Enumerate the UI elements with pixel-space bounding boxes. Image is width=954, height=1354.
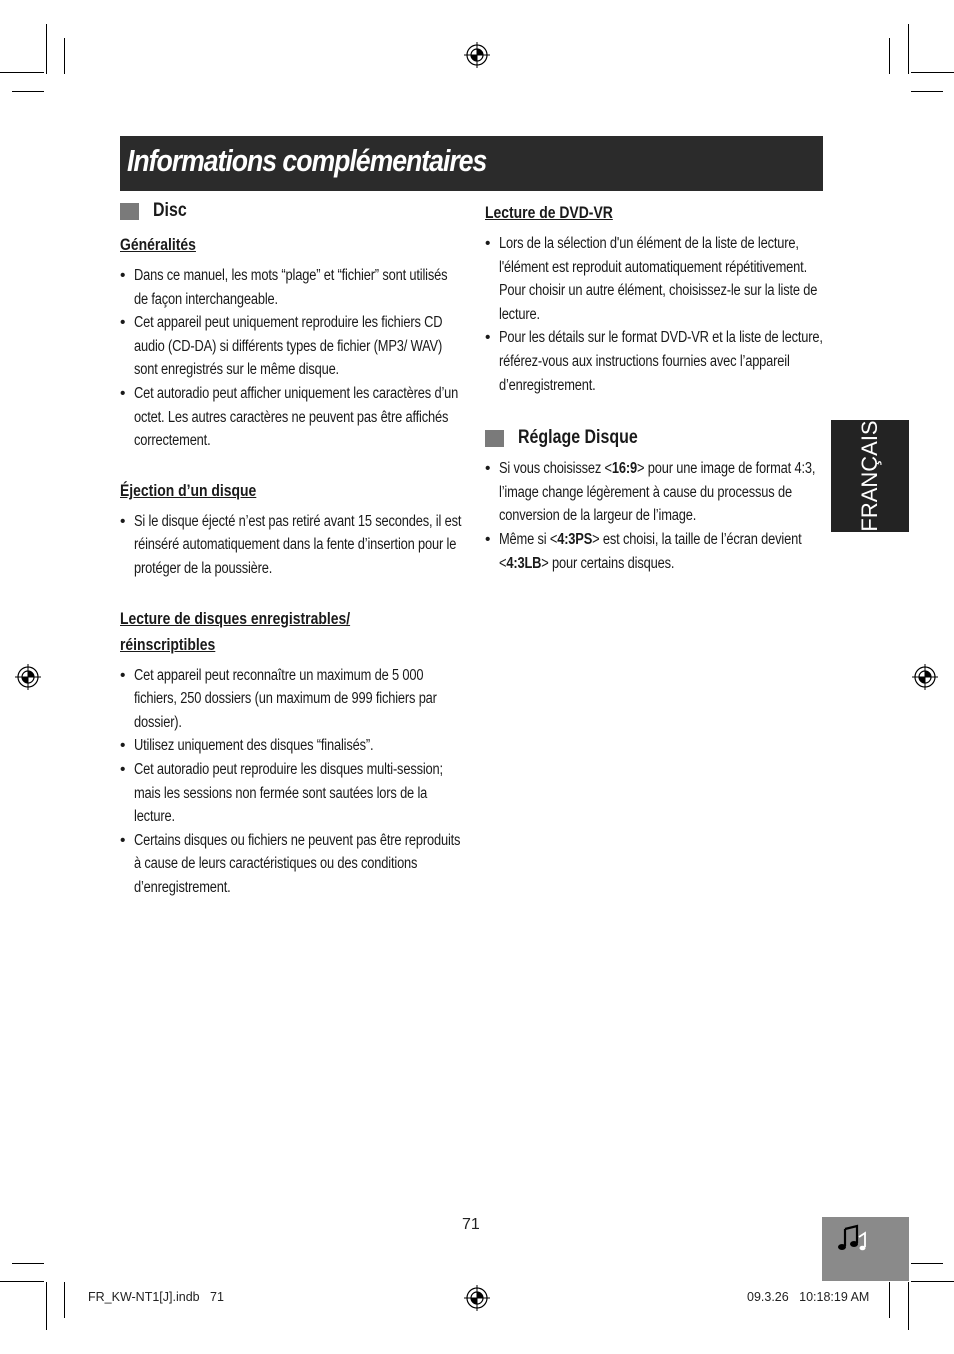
list-item: • Cet autoradio peut reproduire les disques multi-session; mais les sessions non fermée sont sautées lors de la lecture.: [120, 758, 465, 829]
crop-mark: [911, 91, 943, 92]
bullet-list: [485, 457, 825, 575]
block-generalites: [120, 232, 465, 453]
crop-mark: [908, 24, 909, 74]
crop-mark: [12, 91, 44, 92]
crop-mark: [889, 38, 890, 74]
bullet-list: [485, 232, 825, 397]
block-dvdvr: [485, 200, 825, 397]
crop-mark: [908, 1282, 909, 1330]
crop-mark: [911, 1281, 954, 1282]
footer-file-info: FR_KW-NT1[J].indb 71: [88, 1290, 224, 1304]
music-section-badge: [822, 1217, 909, 1281]
crop-mark: [889, 1282, 890, 1318]
footer-timestamp: 09.3.26 10:18:19 AM: [747, 1290, 870, 1304]
right-column: [485, 200, 825, 575]
left-column: [120, 200, 465, 899]
section-square-icon: [120, 203, 139, 220]
bullet-list: [120, 664, 465, 900]
list-item: • Cet appareil peut reconnaître un maximum de 5 000 fichiers, 250 dossiers (un maximum de 999 fichiers par dossier).: [120, 664, 465, 735]
language-label: FRANÇAIS: [857, 420, 882, 532]
crop-mark: [0, 72, 44, 73]
block-enregistrables: [120, 606, 465, 900]
list-item: • Lors de la sélection d'un élément de la liste de lecture, l'élément est reproduit automatiquement répétitivement. Pour choisir un autre élément, choisissez-le sur la liste de lecture.: [485, 232, 825, 326]
subheading: Généralités: [120, 235, 196, 254]
page-number: 71: [462, 1216, 480, 1233]
subheading: Lecture de disques enregistrables/: [120, 608, 351, 628]
crop-mark: [64, 38, 65, 74]
section-header-disc: [120, 200, 465, 228]
registration-mark-icon: [15, 664, 41, 690]
bullet-list: [120, 264, 465, 453]
section-square-icon: [485, 430, 504, 447]
crop-mark: [0, 1281, 44, 1282]
list-item: • Cet appareil peut uniquement reproduire les fichiers CD audio (CD-DA) si différents types de fichier (MP3/ WAV) sont enregistrés sur le même disque.: [120, 311, 465, 382]
crop-mark: [911, 1263, 943, 1264]
list-item: • Pour les détails sur le format DVD-VR et la liste de lecture, référez-vous aux instructions fournies avec l’appareil d’enregistrement.: [485, 326, 825, 397]
subheading: Éjection d’un disque: [120, 480, 257, 500]
crop-mark: [46, 1282, 47, 1330]
block-reglage: [485, 427, 825, 575]
section-title: Disc: [153, 200, 187, 221]
list-item: • Cet autoradio peut afficher uniquement les caractères d’un octet. Les autres caractères ne peuvent pas être affichés correctement.: [120, 382, 465, 453]
list-item: • Si vous choisissez <16:9> pour une image de format 4:3, l’image change légèrement à cause du processus de conversion de la largeur de l’image.: [485, 457, 825, 528]
list-item: • Si le disque éjecté n’est pas retiré avant 15 secondes, il est réinséré automatiquement dans la fente d’insertion pour le protéger de la poussière.: [120, 510, 465, 581]
block-ejection: [120, 478, 465, 581]
subheading: réinscriptibles: [120, 634, 216, 654]
registration-mark-icon: [464, 42, 490, 68]
page-title: Informations complémentaires: [127, 143, 487, 178]
music-notes-icon: [836, 1223, 868, 1255]
subheading: Lecture de DVD-VR: [485, 203, 613, 222]
language-tab: [831, 420, 909, 532]
list-item: • Certains disques ou fichiers ne peuvent pas être reproduits à cause de leurs caractéristiques ou des conditions d’enregistrement.: [120, 829, 465, 900]
crop-mark: [12, 1263, 44, 1264]
crop-mark: [64, 1282, 65, 1318]
list-item: • Utilisez uniquement des disques “finalisés”.: [120, 734, 465, 758]
title-bar: [120, 136, 823, 191]
crop-mark: [46, 24, 47, 74]
list-item: • Même si <4:3PS> est choisi, la taille de l’écran devient <4:3LB> pour certains disques.: [485, 528, 825, 575]
crop-mark: [911, 72, 954, 73]
registration-mark-icon: [464, 1285, 490, 1311]
section-title: Réglage Disque: [518, 427, 638, 449]
list-item: • Dans ce manuel, les mots “plage” et “fichier” sont utilisés de façon interchangeable.: [120, 264, 465, 311]
bullet-list: [120, 510, 465, 581]
section-header-reglage: [485, 427, 825, 455]
registration-mark-icon: [912, 664, 938, 690]
